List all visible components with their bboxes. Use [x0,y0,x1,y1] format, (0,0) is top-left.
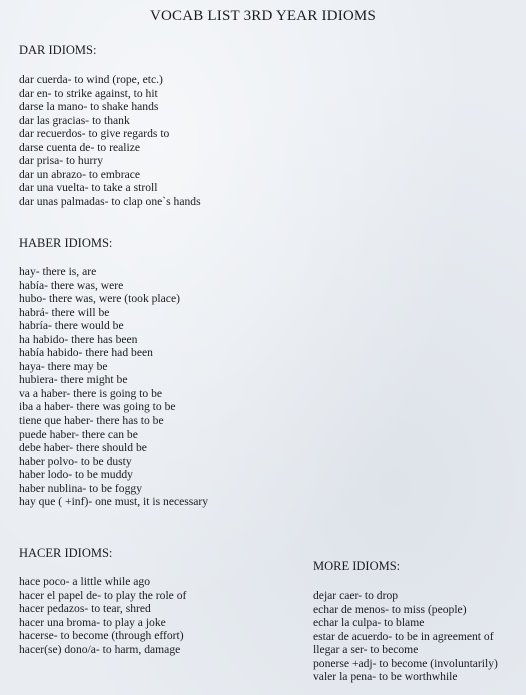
idiom-item: darse la mano- to shake hands [19,100,159,114]
idiom-item: habrá- there will be [19,305,110,319]
idiom-item: tiene que haber- there has to be [19,414,164,428]
idiom-item: debe haber- there should be [19,441,147,455]
idiom-item: había habido- there had been [19,346,153,360]
idiom-item: dejar caer- to drop [313,589,399,602]
idiom-item: dar las gracias- to thank [19,113,130,127]
idiom-item: haber polvo- to be dusty [19,454,132,468]
idiom-item: hace poco- a little while ago [19,575,151,588]
idiom-item: ponerse +adj- to become (involuntarily) [313,656,498,670]
idiom-item: habría- there would be [19,319,124,333]
section-hacer-idioms [19,546,186,656]
idiom-item: haya- there may be [19,359,108,373]
idiom-item: había- there was, were [19,278,124,292]
section-heading: MORE IDIOMS: [313,559,401,573]
idiom-item: dar cuerda- to wind (rope, etc.) [19,73,163,86]
idiom-item: darse cuenta de- to realize [19,140,141,154]
section-haber-idioms [19,236,208,509]
idiom-item: echar la culpa- to blame [313,616,425,630]
section-heading: HABER IDIOMS: [19,236,113,250]
idiom-item: haber lodo- to be muddy [19,468,133,482]
idiom-item: hacerse- to become (through effort) [19,629,184,643]
idiom-item: dar una vuelta- to take a stroll [19,181,158,195]
idiom-item: dar en- to strike against, to hit [19,86,158,100]
idiom-item: hacer pedazos- to tear, shred [19,602,151,616]
idiom-item: ha habido- there has been [19,332,138,346]
section-more-idioms [313,559,498,684]
idiom-item: dar recuerdos- to give regards to [19,127,170,141]
idiom-item: valer la pena- to be worthwhile [313,670,458,684]
idiom-list [19,575,186,656]
idiom-item: haber nublina- to be foggy [19,481,142,495]
idiom-item: hay- there is, are [19,265,97,278]
idiom-item: echar de menos- to miss (people) [313,602,467,616]
section-heading: HACER IDIOMS: [19,546,113,560]
idiom-list [313,589,498,684]
idiom-item: hacer una broma- to play a joke [19,615,166,629]
section-dar-idioms [19,43,201,208]
document-title: VOCAB LIST 3RD YEAR IDIOMS [149,8,377,24]
idiom-item: llegar a ser- to become [313,643,419,657]
idiom-item: dar unas palmadas- to clap one`s hands [19,194,201,208]
idiom-item: va a haber- there is going to be [19,386,163,400]
idiom-item: estar de acuerdo- to be in agreement of [313,629,494,643]
idiom-list [19,73,201,208]
idiom-list [19,265,208,509]
idiom-item: hubo- there was, were (took place) [19,292,180,306]
idiom-item: hacer(se) dono/a- to harm, damage [19,642,181,656]
idiom-item: hubiera- there might be [19,373,128,387]
section-heading: DAR IDIOMS: [19,43,97,57]
idiom-item: hay que ( +inf)- one must, it is necessary [19,495,209,509]
idiom-item: hacer el papel de- to play the role of [19,588,187,602]
idiom-item: dar un abrazo- to embrace [19,167,141,181]
idiom-item: iba a haber- there was going to be [19,400,176,414]
idiom-item: dar prisa- to hurry [19,154,104,168]
idiom-item: puede haber- there can be [19,427,138,441]
